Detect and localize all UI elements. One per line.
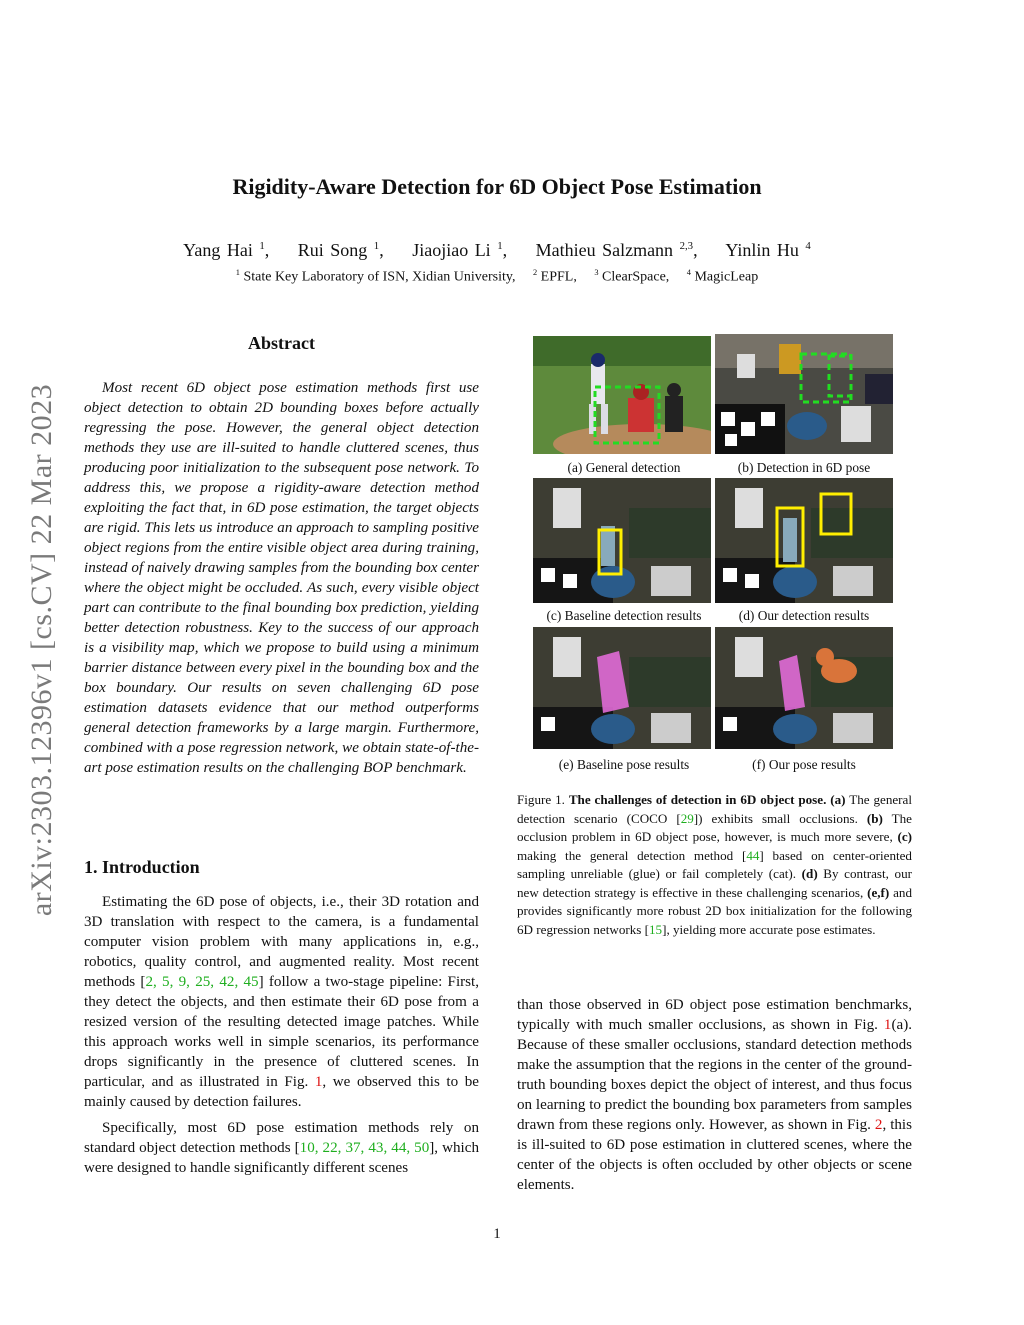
author-name: Jiaojiao Li [412,240,491,260]
citation-link[interactable]: 10, 22, 37, 43, 44, 50 [299,1140,430,1156]
cluttered-scene-image [715,334,893,454]
citation-link[interactable]: 44 [746,847,760,863]
baseline-pose-image [533,627,711,749]
citation-link[interactable]: 2, 5, 9, 25, 42, 45 [145,974,259,990]
figure-panel-f [715,627,893,749]
page-number: 1 [493,1226,501,1242]
caption-a: (a) General detection [567,460,681,475]
caption-d: (d) Our detection results [738,608,870,623]
affiliation: ClearSpace, [602,269,670,285]
figure-panel-a [533,336,711,454]
figure-ref-link[interactable]: 2 [874,1117,883,1133]
introduction-body [84,892,479,1178]
caption-f: (f) Our pose results [752,757,856,772]
affiliation-list [0,268,994,286]
affil-sup: 2 [532,268,538,277]
author-name: Rui Song [297,240,368,260]
baseball-scene-image [533,336,711,454]
figure-panel-e [533,627,711,749]
caption-b: (b) Detection in 6D pose [737,460,871,475]
author-sup: 1 [259,240,265,252]
figure-1-caption: Figure 1. The challenges of detection in 6D object pose. (a) The general detection scenario (COCO [29]) exhibits small occlusions. (b) The occlusion problem in 6D object pose, however, is much more severe, (c) making the general detection method [44] based on center-oriented sampling unreliable (glue) or fail completely (cat). (d) By contrast, our new detection strategy is effective in these challenging scenarios, (e,f) and provides significantly more robust 2D box initialization for the following 6D regression networks [15], yielding more accurate pose estimates. [517,792,912,937]
intro-paragraph: Specifically, most 6D pose estimation methods rely on standard object detection methods [10, 22, 37, 43, 44, 50], which were designed to handle significantly different scenes [84,1120,479,1176]
abstract-body: Most recent 6D object pose estimation methods first use object detection to obtain 2D bounding boxes before actually regressing the pose. However, the general object detection methods they use are ill-suited to handle cluttered scenes, thus producing poor initialization to the subsequent pose network. To address this, we propose a rigidity-aware detection method exploiting the fact that, in 6D pose estimation, the target objects are rigid. This lets us introduce an approach to sampling positive object regions from the entire visible object area during training, instead of naively drawing samples from the bounding box center where the object might be occluded. As such, every visible object part can contribute to the final bounding box prediction, yielding better detection robustness. Key to the success of our approach is a visibility map, which we propose to build using a minimum barrier distance between every pixel in the bounding box and the box boundary. Our results on seven challenging 6D pose estimation datasets evidence that our method outperforms general detection frameworks by a large margin. Furthermore, combined with a pose regression network, we obtain state-of-the-art pose estimation results on the challenging BOP benchmark. [84,380,479,776]
affiliation: MagicLeap [694,269,759,285]
affil-sup: 3 [594,268,599,277]
figure-panel-d [715,478,893,603]
citation-link[interactable]: 29 [680,810,694,826]
paper-title: Rigidity-Aware Detection for 6D Object Pose Estimation [232,174,762,199]
author-name: Yinlin Hu [725,240,799,260]
abstract-heading: Abstract [248,333,315,353]
author-sup: 1 [497,240,503,252]
intro-paragraph: Estimating the 6D pose of objects, i.e., their 3D rotation and 3D translation with respect to the camera, is a fundamental computer vision problem with many applications in, e.g., robotics, quality control, and augmented reality. Most recent methods [2, 5, 9, 25, 42, 45] follow a two-stage pipeline: First, they detect the objects, and then estimate their 6D pose from a resized version of the resulting detected image patches. While this approach works well in simple scenarios, its performance drops significantly in the presence of cluttered scenes. In particular, and as illustrated in Fig. 1, we observed this to be mainly caused by detection failures. [84,894,480,1110]
caption-c: (c) Baseline detection results [546,608,702,623]
author-name: Mathieu Salzmann [535,240,674,260]
section-heading-introduction: 1. Introduction [84,857,200,877]
arxiv-sidebar [0,340,86,960]
baseline-detection-image [533,478,711,603]
author-list: Yang Hai $^1$, Rui Song $^1$, Jiaojiao Li $^1$, Mathieu Salzmann $^{2,3}$, Yinlin Hu $^4$ [183,240,811,260]
citation-link[interactable]: 15 [649,921,663,937]
right-column-body: than those observed in 6D object pose estimation benchmarks, typically with much smaller occlusions, as shown in Fig. 1(a). Because of these smaller occlusions, standard detection methods make the assumption that the regions in the center of the ground-truth bounding boxes depict the object of interest, and thus focus on learning to predict the bounding box parameters from samples drawn from these regions only. However, as shown in Fig. 2, this is ill-suited to 6D pose estimation in cluttered scenes, where the center of the objects is often occluded by other objects or scene elements. [517,997,912,1193]
figure-panel-b [715,334,893,454]
caption-e: (e) Baseline pose results [558,757,690,772]
author-name: Yang Hai [183,240,253,260]
our-pose-image [715,627,893,749]
affiliation: EPFL, [540,269,577,285]
author-sup: 1 [373,240,380,252]
affiliation: State Key Laboratory of ISN, Xidian University, [243,269,516,285]
figure-ref-link[interactable]: 1 [883,1017,892,1033]
figure-ref-link[interactable]: 1 [314,1074,323,1090]
author-sup: 4 [805,240,811,252]
figure-panel-c [533,478,711,603]
affil-sup: 4 [686,268,691,277]
author-sup: 2,3 [679,240,694,252]
arxiv-identifier: arXiv:2303.12396v1 [cs.CV] 22 Mar 2023 [25,383,58,917]
our-detection-image [715,478,893,603]
affil-sup: 1 [235,268,240,277]
figure-1 [519,333,894,783]
